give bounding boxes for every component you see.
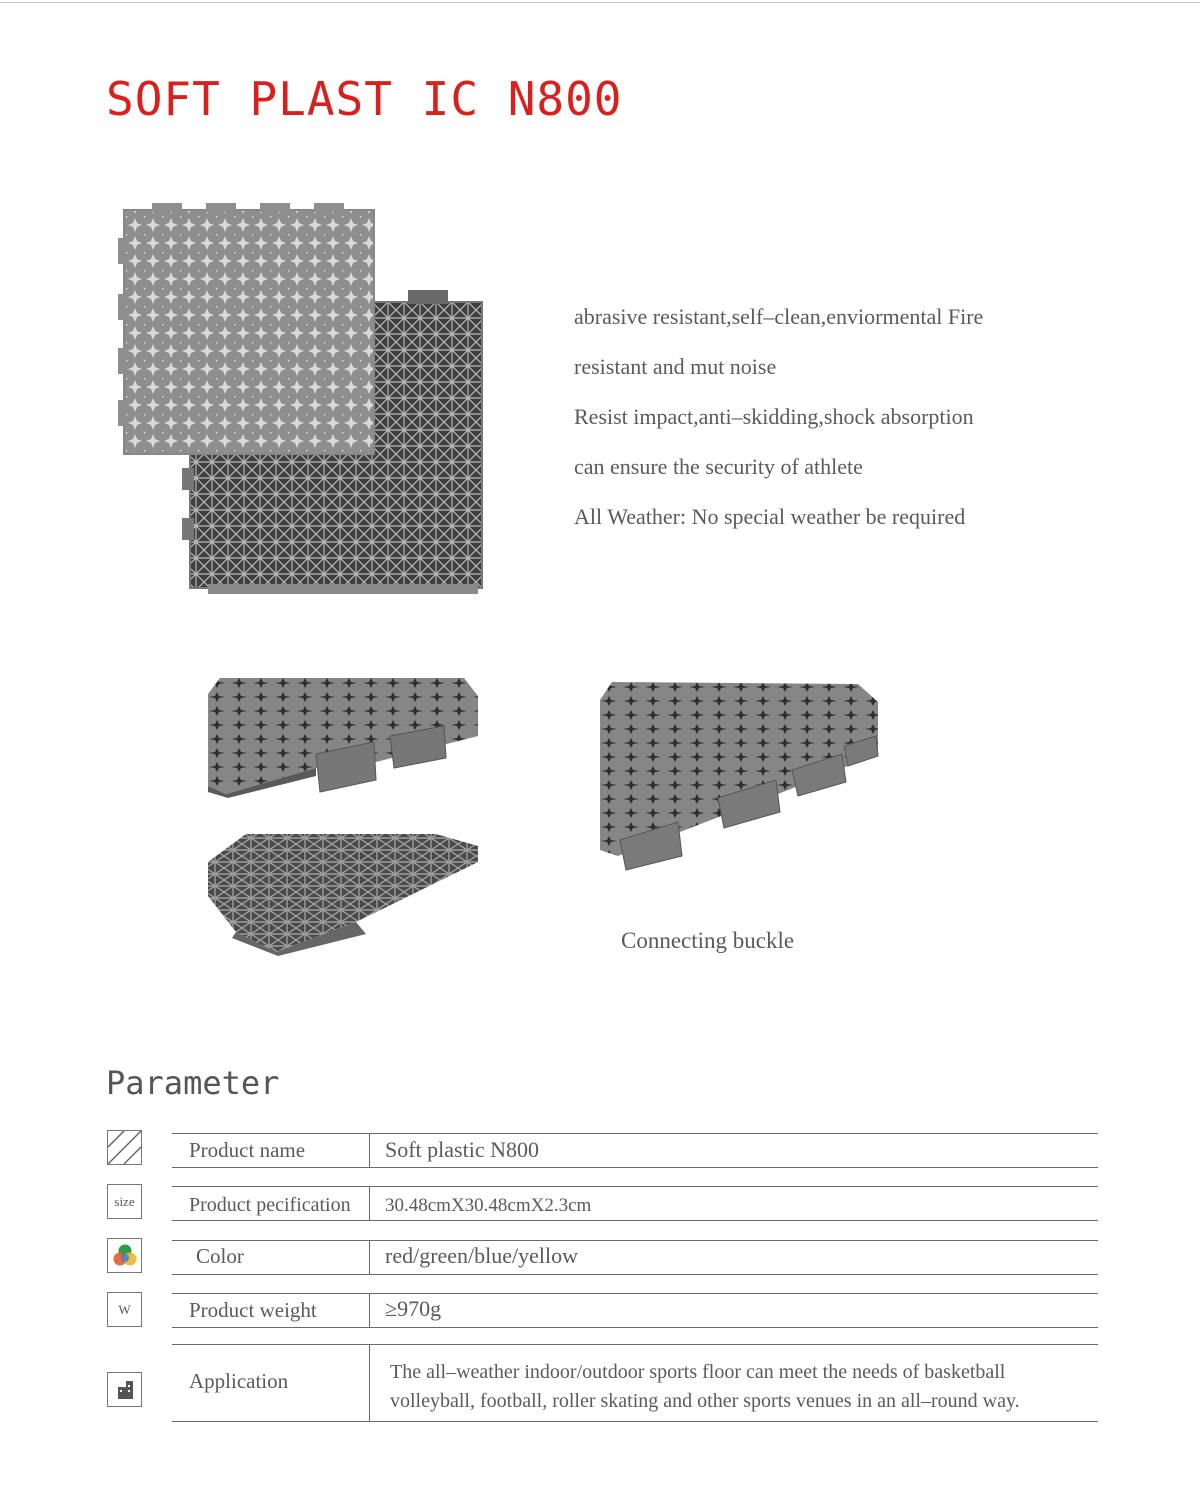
param-label: Color (196, 1244, 244, 1268)
param-label: Product pecification (189, 1194, 351, 1216)
feature-line: resistant and mut noise (574, 354, 777, 379)
connecting-buckle-image (598, 680, 880, 872)
param-value: Soft plastic N800 (385, 1137, 539, 1162)
feature-line: All Weather: No special weather be required (574, 504, 966, 529)
param-value: red/green/blue/yellow (385, 1243, 579, 1268)
param-label: Application (189, 1369, 289, 1393)
page-title: SOFT PLAST IC N800 (106, 72, 623, 126)
building-icon (107, 1372, 142, 1407)
detail-surface-image (206, 676, 480, 798)
color-circles-icon (107, 1238, 142, 1273)
product-tiles-image (108, 198, 488, 602)
param-value: The all–weather indoor/outdoor sports floor can meet the needs of basketball volleyball, football, roller skating and other sports venues in an all–round way. (390, 1361, 1020, 1412)
feature-line: abrasive resistant,self–clean,enviormental Fire (574, 304, 984, 329)
hatch-square-icon (107, 1130, 142, 1165)
top-rule (0, 2, 1200, 3)
tile-top (118, 203, 374, 454)
weight-icon: W (107, 1292, 142, 1327)
parameter-heading: Parameter (106, 1064, 280, 1102)
detail-underside-image (206, 832, 480, 956)
feature-list (574, 292, 1094, 542)
image-caption: Connecting buckle (621, 928, 795, 953)
feature-line: can ensure the security of athlete (574, 454, 863, 479)
param-value: ≥970g (385, 1296, 442, 1321)
feature-line: Resist impact,anti–skidding,shock absorption (574, 404, 974, 429)
size-icon: size (107, 1184, 142, 1219)
param-label: Product weight (189, 1298, 317, 1322)
param-value: 30.48cmX30.48cmX2.3cm (385, 1195, 592, 1216)
param-label: Product name (189, 1138, 306, 1162)
